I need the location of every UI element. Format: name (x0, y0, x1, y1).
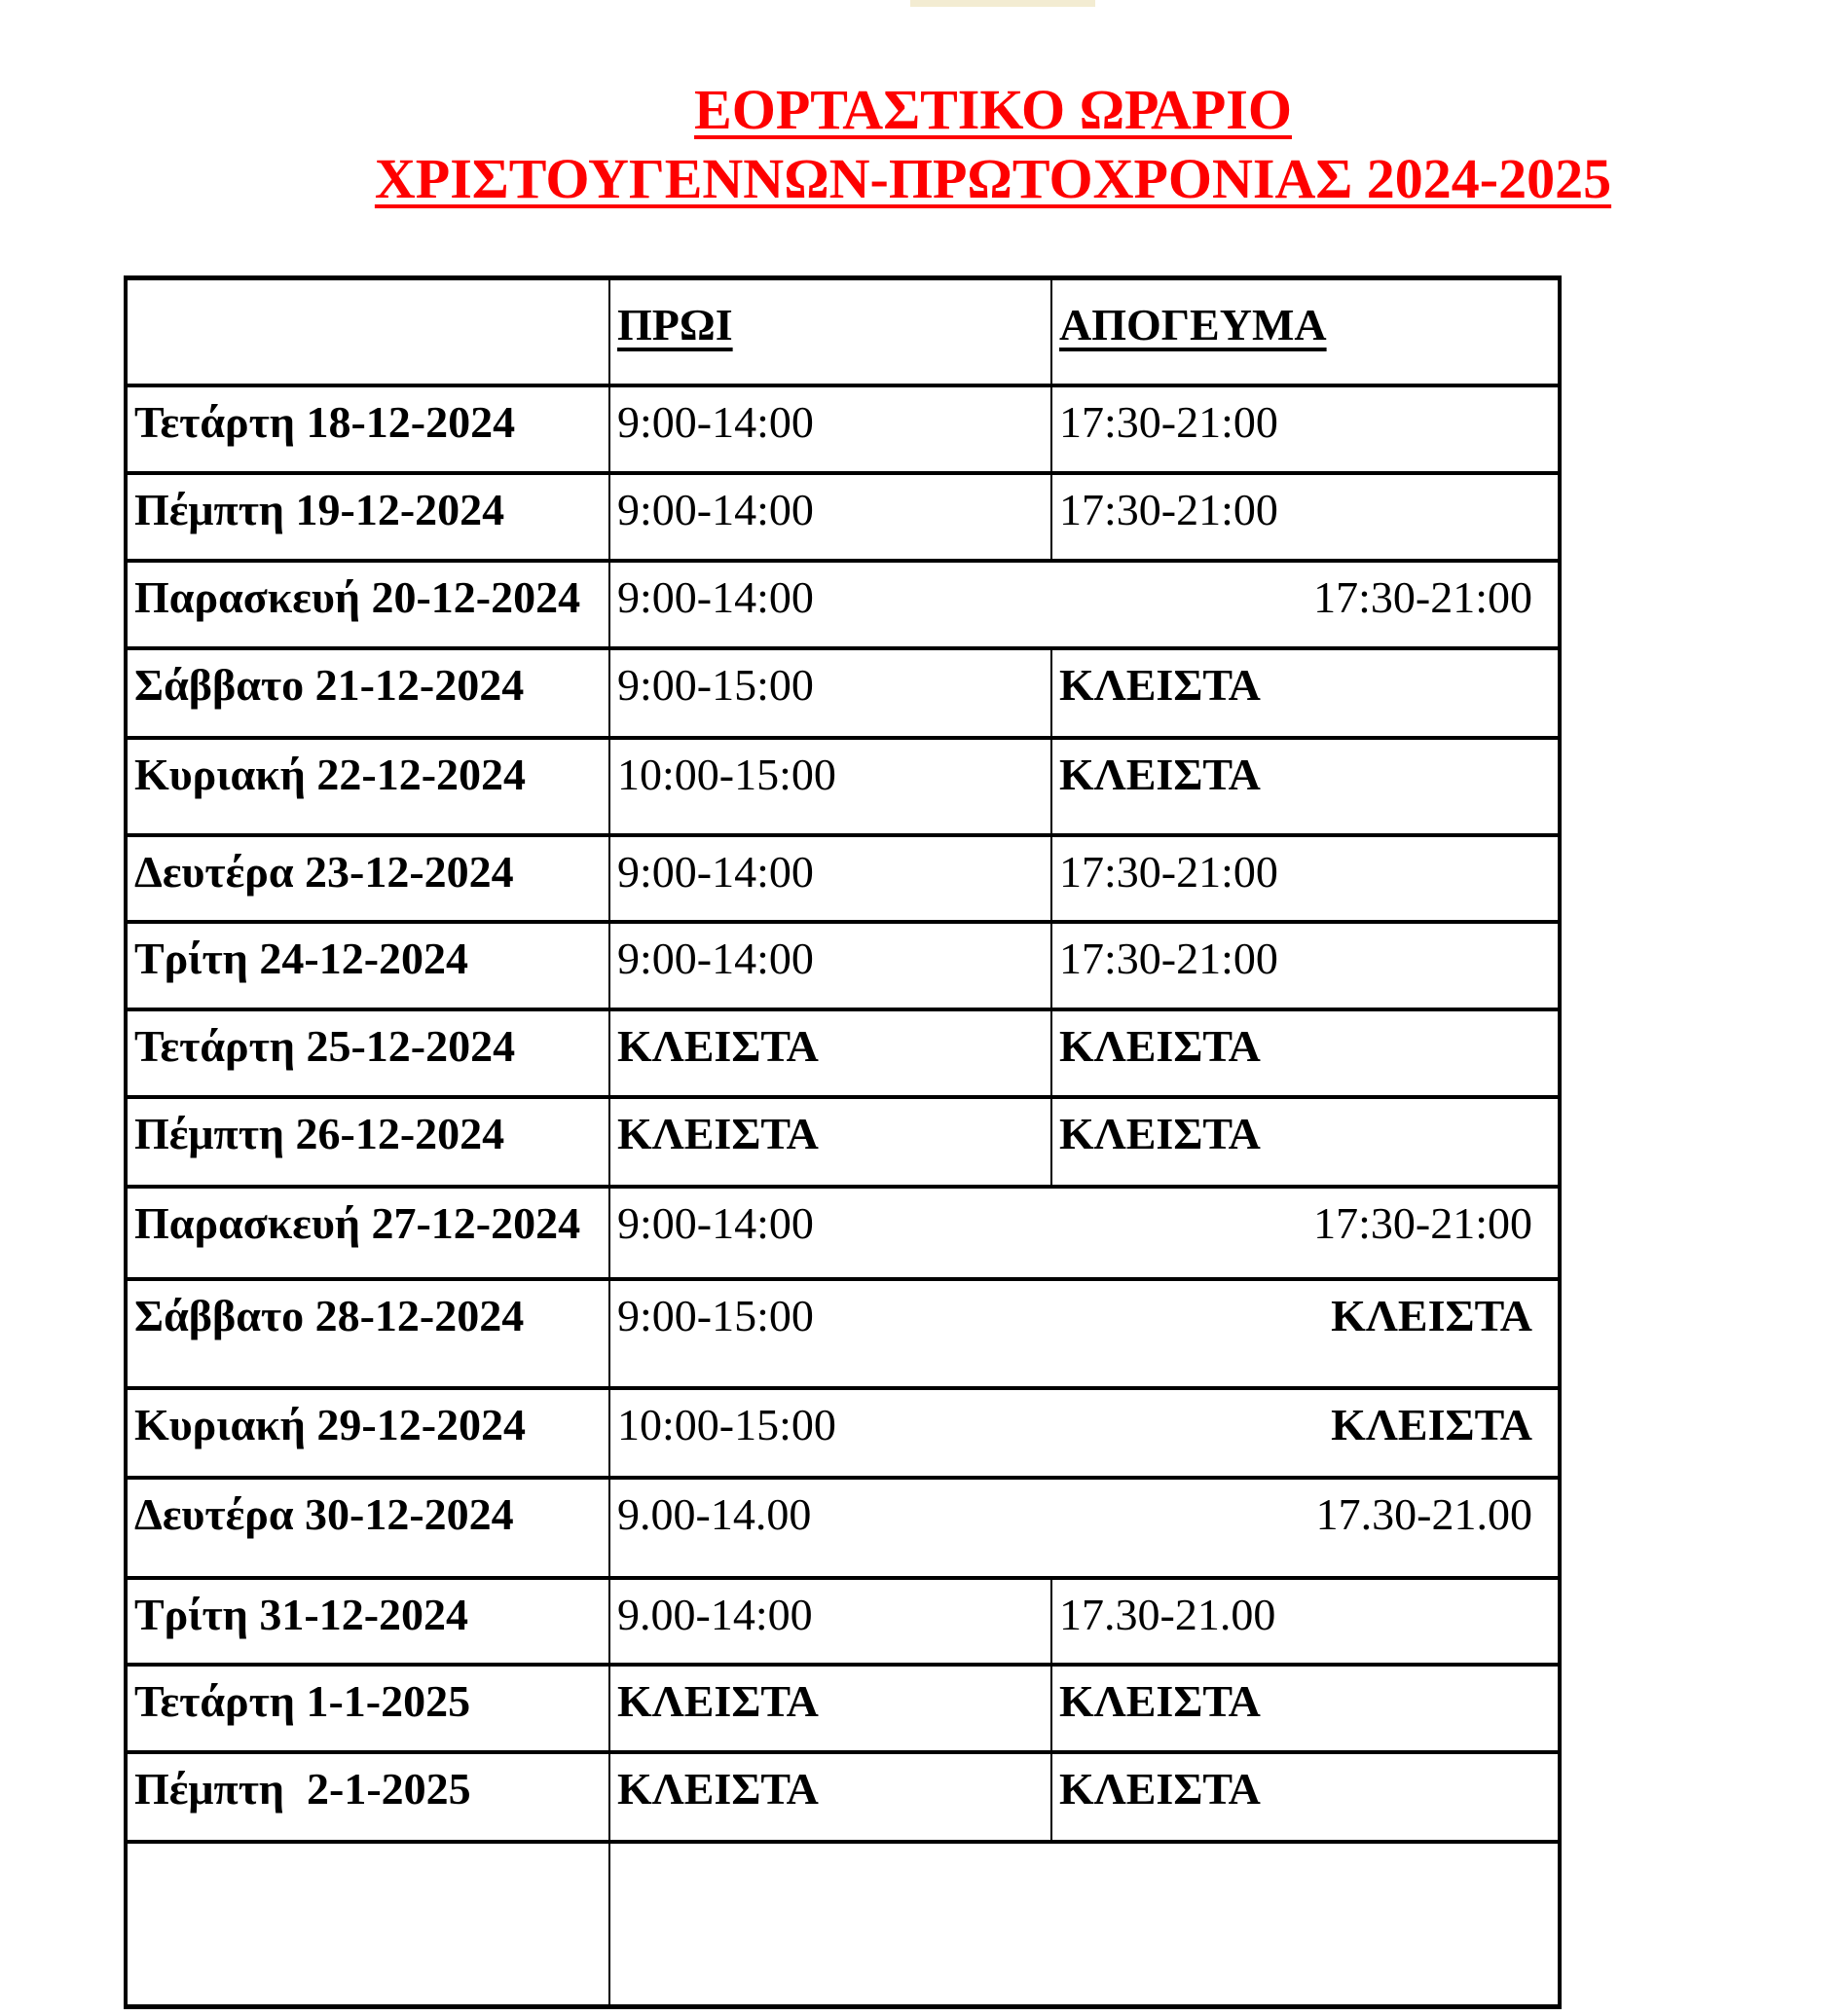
afternoon-value: 17:30-21:00 (1313, 1197, 1532, 1248)
day-cell: Σάββατο 21-12-2024 (126, 648, 609, 738)
header-afternoon-label: ΑΠΟΓΕΥΜΑ (1059, 300, 1327, 349)
afternoon-cell: 17.30-21.00 (1051, 1578, 1560, 1665)
merged-time-cell (609, 1187, 1560, 1279)
table-row (126, 1187, 1560, 1279)
morning-value: 9:00-14:00 (617, 1197, 814, 1248)
afternoon-cell: 17:30-21:00 (1051, 835, 1560, 922)
merged-time-cell (609, 1478, 1560, 1578)
table-row (126, 835, 1560, 922)
afternoon-cell: ΚΛΕΙΣΤΑ (1051, 1097, 1560, 1187)
morning-cell: 10:00-15:00 (609, 738, 1051, 835)
day-cell: Δευτέρα 30-12-2024 (126, 1478, 609, 1578)
morning-value: 10:00-15:00 (617, 1399, 836, 1449)
day-cell: Τετάρτη 18-12-2024 (126, 385, 609, 473)
afternoon-cell: ΚΛΕΙΣΤΑ (1051, 1665, 1560, 1752)
day-cell: Τετάρτη 25-12-2024 (126, 1009, 609, 1097)
page-title-line1: ΕΟΡΤΑΣΤΙΚΟ ΩΡΑΡΙΟ (694, 78, 1292, 141)
day-cell: Παρασκευή 27-12-2024 (126, 1187, 609, 1279)
table-row (126, 1097, 1560, 1187)
afternoon-cell: 17:30-21:00 (1051, 473, 1560, 561)
top-edge-artifact (910, 0, 1095, 7)
merged-time-cell (609, 561, 1560, 648)
table-row (126, 473, 1560, 561)
day-cell: Τρίτη 31-12-2024 (126, 1578, 609, 1665)
page-title (146, 76, 1840, 214)
day-cell: Κυριακή 22-12-2024 (126, 738, 609, 835)
header-row (126, 278, 1560, 385)
day-cell: Παρασκευή 20-12-2024 (126, 561, 609, 648)
table-row (126, 922, 1560, 1009)
page-title-line2: ΧΡΙΣΤΟΥΓΕΝΝΩΝ-ΠΡΩΤΟΧΡΟΝΙΑΣ 2024-2025 (374, 146, 1612, 210)
table-row (126, 648, 1560, 738)
header-day-cell (126, 278, 609, 385)
table-row (126, 1665, 1560, 1752)
day-cell: Κυριακή 29-12-2024 (126, 1388, 609, 1478)
header-afternoon-cell (1051, 278, 1560, 385)
afternoon-cell: 17:30-21:00 (1051, 922, 1560, 1009)
morning-value: 9:00-15:00 (617, 1290, 814, 1340)
table-row (126, 561, 1560, 648)
morning-cell: 9:00-14:00 (609, 473, 1051, 561)
table-row (126, 1009, 1560, 1097)
day-cell: Πέμπτη 2-1-2025 (126, 1752, 609, 1842)
table-row (126, 1279, 1560, 1388)
day-cell: Τρίτη 24-12-2024 (126, 922, 609, 1009)
table-row (126, 738, 1560, 835)
afternoon-cell: ΚΛΕΙΣΤΑ (1051, 648, 1560, 738)
merged-time-cell (609, 1388, 1560, 1478)
morning-cell: 9:00-14:00 (609, 385, 1051, 473)
morning-cell: ΚΛΕΙΣΤΑ (609, 1009, 1051, 1097)
day-cell: Δευτέρα 23-12-2024 (126, 835, 609, 922)
morning-cell: ΚΛΕΙΣΤΑ (609, 1752, 1051, 1842)
table-row (126, 1388, 1560, 1478)
merged-time-cell (609, 1842, 1560, 2007)
schedule-table (124, 275, 1562, 2009)
morning-cell: 9:00-14:00 (609, 835, 1051, 922)
afternoon-cell: 17:30-21:00 (1051, 385, 1560, 473)
afternoon-value: 17.30-21.00 (1315, 1488, 1532, 1539)
table-row (126, 1842, 1560, 2007)
morning-value: 9:00-14:00 (617, 571, 814, 622)
day-cell: Πέμπτη 26-12-2024 (126, 1097, 609, 1187)
table-row (126, 1752, 1560, 1842)
day-cell: Σάββατο 28-12-2024 (126, 1279, 609, 1388)
afternoon-value: ΚΛΕΙΣΤΑ (1331, 1290, 1532, 1340)
afternoon-cell: ΚΛΕΙΣΤΑ (1051, 738, 1560, 835)
afternoon-value: ΚΛΕΙΣΤΑ (1331, 1399, 1532, 1449)
header-morning-cell (609, 278, 1051, 385)
morning-value: 9.00-14.00 (617, 1488, 812, 1539)
header-morning-label: ΠΡΩΙ (617, 300, 733, 349)
day-cell: Πέμπτη 19-12-2024 (126, 473, 609, 561)
table-row (126, 1578, 1560, 1665)
table-row (126, 385, 1560, 473)
afternoon-cell: ΚΛΕΙΣΤΑ (1051, 1009, 1560, 1097)
afternoon-cell: ΚΛΕΙΣΤΑ (1051, 1752, 1560, 1842)
table-row (126, 1478, 1560, 1578)
morning-cell: ΚΛΕΙΣΤΑ (609, 1097, 1051, 1187)
morning-cell: 9:00-14:00 (609, 922, 1051, 1009)
day-cell (126, 1842, 609, 2007)
afternoon-value: 17:30-21:00 (1313, 571, 1532, 622)
morning-cell: 9.00-14:00 (609, 1578, 1051, 1665)
day-cell: Τετάρτη 1-1-2025 (126, 1665, 609, 1752)
morning-cell: ΚΛΕΙΣΤΑ (609, 1665, 1051, 1752)
morning-cell: 9:00-15:00 (609, 648, 1051, 738)
merged-time-cell (609, 1279, 1560, 1388)
